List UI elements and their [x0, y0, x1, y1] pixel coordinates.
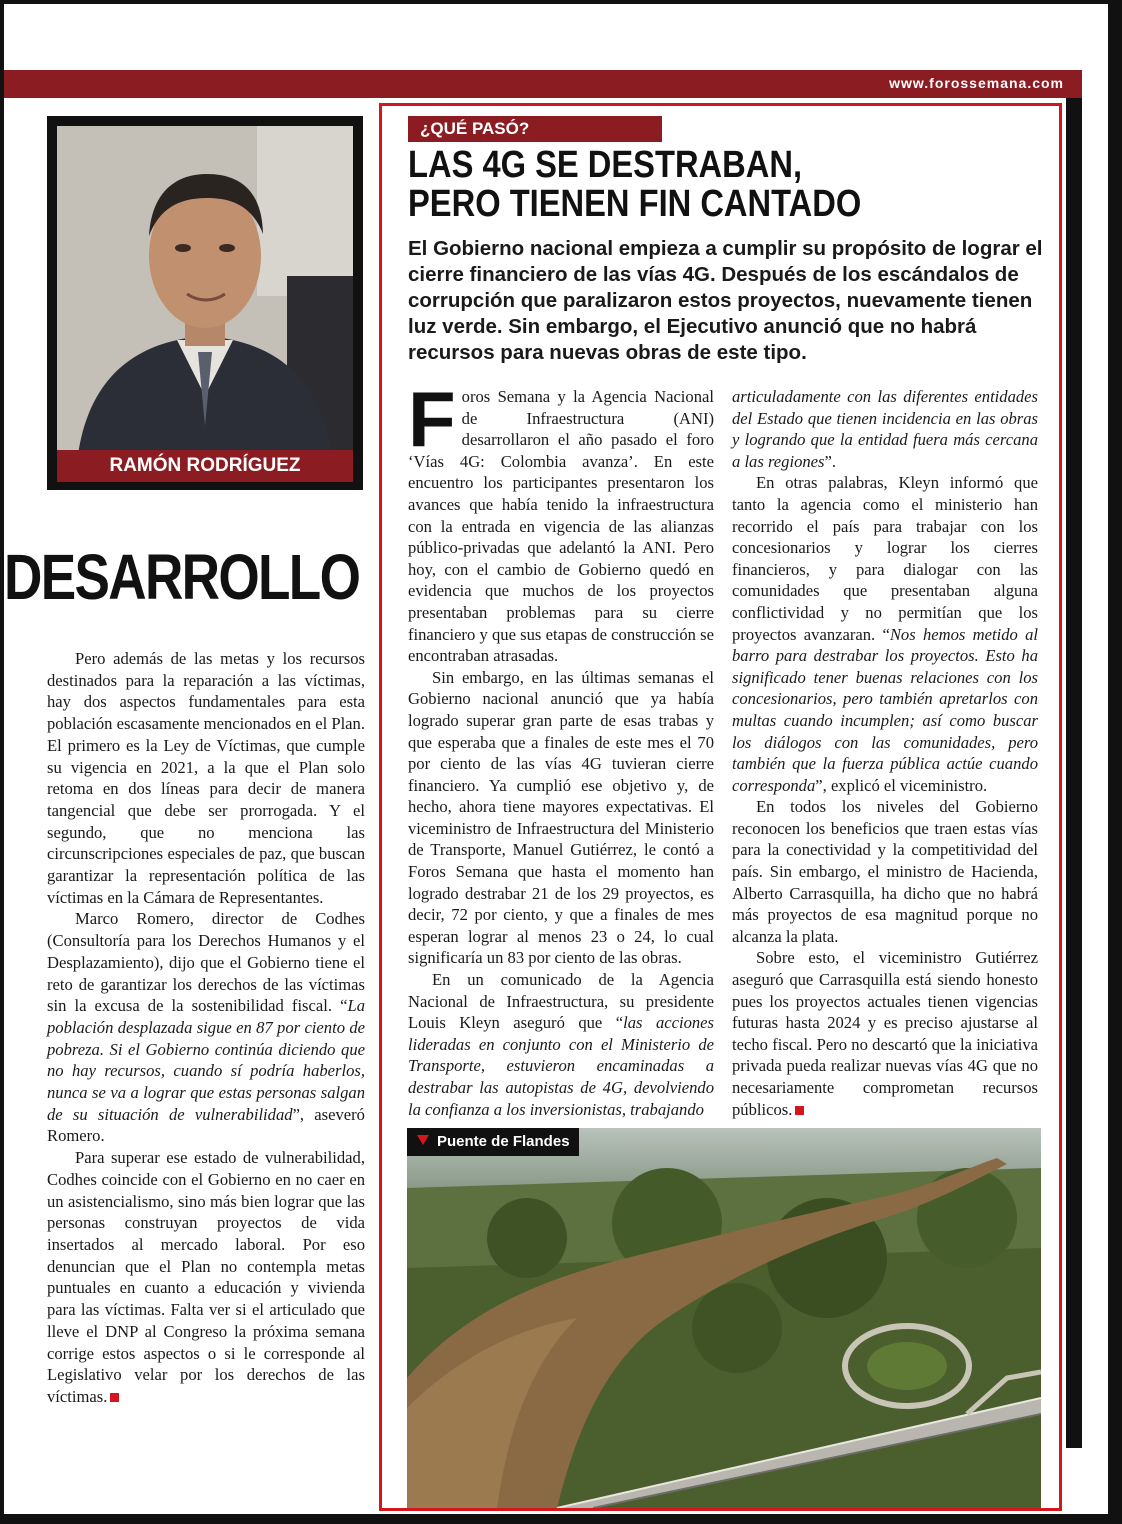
page-frame-left: [0, 0, 4, 1524]
article-kicker: ¿QUÉ PASÓ?: [408, 116, 662, 142]
paragraph: Para superar ese estado de vulnerabilidad, Codhes coincide con el Gobierno en no caer en un asistencialismo, sino más bien lograr que las personas construyan proyectos de vida insertados al mercado laboral. Por eso denuncian que el Plan no contempla metas puntuales en cuanto a educación y vivienda para las víctimas. Falta ver si el articulado que lleve el DNP al Congreso la próxima semana corrige estos aspectos o si le corresponde al Legislativo velar por los derechos de las víctimas.: [47, 1148, 365, 1406]
paragraph: En otras palabras, Kleyn informó que tanto la agencia como el ministerio han recorrido el país para trabajar con los concesionarios y lograr los cierres financieros, y para dialogar con las comunidades que presentaban alguna conflictividad y no permitían que los proyectos avanzaran. “Nos hemos metido al barro para destrabar los proyectos. Esto ha significado tener buenas relaciones con los concesionarios, pero también apretarlos con multas cuando incumplen; así como buscar los diálogos con las comunidades, pero también que la fuerza pública actúe cuando corresponda”, explicó el viceministro.: [732, 473, 1038, 795]
paragraph: articuladamente con las diferentes entidades del Estado que tienen incidencia en las obras y logrando que la entidad fuera más cercana a las regiones”.: [732, 387, 1038, 471]
page-edge-shadow: [1066, 96, 1082, 1448]
article-column-2: [732, 386, 1038, 1120]
page-frame-right: [1108, 0, 1122, 1524]
article-headline: LAS 4G SE DESTRABAN, PERO TIENEN FIN CANTADO: [408, 144, 862, 225]
end-mark-icon: [110, 1393, 119, 1402]
portrait-frame: [47, 116, 363, 490]
paragraph: Sobre esto, el viceministro Gutiérrez aseguró que Carrasquilla está siendo honesto pues los proyectos actuales tienen vigencias futuras hasta 2024 y es preciso ajustarse al techo fiscal. Pero no descartó que la iniciativa privada pueda realizar nuevas vías 4G que no necesariamente comprometan recursos públicos.: [732, 948, 1038, 1119]
portrait-name-band: RAMÓN RODRÍGUEZ: [57, 450, 353, 482]
paragraph: En un comunicado de la Agencia Nacional de Infraestructura, su presidente Louis Kleyn aseguró que “las acciones lideradas en conjunto con el Ministerio de Transporte, estuvieron encaminadas a destrabar las autopistas de 4G, devolviendo la confianza a los inversionistas, trabajando: [408, 970, 715, 1119]
section-title: DESARROLLO: [4, 541, 360, 613]
article-column-1: [408, 375, 715, 1120]
paragraph: Marco Romero, director de Codhes (Consultoría para los Derechos Humanos y el Desplazamiento), dijo que el Gobierno tiene el reto de garantizar los derechos de las víctimas sin la excusa de la sostenibilidad fiscal. “La población desplazada sigue en 87 por ciento de pobreza. Si el Gobierno continúa diciendo que no hay recursos, cuando sí podría haberlos, nunca se va a lograr que estas personas salgan de su situación de vulnerabilidad”, aseveró Romero.: [47, 909, 365, 1146]
paragraph: Pero además de las metas y los recursos destinados para la reparación a las víctimas, hay dos aspectos fundamentales para esta población escasamente mencionados en el Plan. El primero es la Ley de Víctimas, que cumple su vigencia en 2021, a la que el Plan solo retoma en dos líneas para decir de manera tangencial que debe ser prorrogada. Y el segundo, que no menciona las circunscripciones especiales de paz, que buscan garantizar la representación política de las víctimas en la Cámara de Representantes.: [47, 649, 365, 907]
top-banner: [4, 70, 1082, 98]
end-mark-icon: [795, 1106, 804, 1115]
photo-caption: Puente de Flandes: [407, 1128, 579, 1156]
bridge-photo: [407, 1128, 1041, 1508]
triangle-down-icon: [417, 1135, 429, 1145]
drop-cap: F: [408, 375, 456, 463]
left-column-text: [47, 648, 365, 1408]
paragraph: Sin embargo, en las últimas semanas el Gobierno nacional anunció que ya había logrado superar gran parte de esas trabas y que esperaba que a finales de este mes el 70 por ciento de las vías 4G tuvieran cierre financiero. Ya cumplió ese objetivo y, de hecho, ahora tiene mayores expectativas. El viceministro de Infraestructura del Ministerio de Transporte, Manuel Gutiérrez, le contó a Foros Semana que hasta el momento han logrado destrabar 21 de los 29 proyectos, es decir, 72 por ciento, y que a finales de mes esperan lograr al menos 23 o 24, lo cual significaría un 83 por ciento de las obras.: [408, 667, 714, 968]
site-url[interactable]: www.forossemana.com: [889, 75, 1064, 91]
article-deck: El Gobierno nacional empieza a cumplir su propósito de lograr el cierre financiero de las vías 4G. Después de los escándalos de corrupción que paralizaron estos proyectos, nuevamente tienen luz verde. Sin embargo, el Ejecutivo anunció que no habrá recursos para nuevas obras de este tipo.: [408, 237, 1043, 364]
portrait-photo: [57, 126, 353, 462]
paragraph: En todos los niveles del Gobierno reconocen los beneficios que traen estas vías para la conectividad y la competitividad del país. Sin embargo, el ministro de Hacienda, Alberto Carrasquilla, ha dicho que no habrá más proyectos de esa magnitud porque no alcanza la plata.: [732, 797, 1038, 946]
page-frame-bottom: [0, 1514, 1122, 1524]
paragraph: Foros Semana y la Agencia Nacional de Infraestructura (ANI) desarrollaron el año pasado el foro ‘Vías 4G: Colombia avanza’. En este encuentro los participantes presentaron los avances que había tenido la infraestructura con la entrada en vigencia de las alianzas público-privadas que adelantó la ANI. Pero hoy, con el cambio de Gobierno quedó en evidencia que muchos de los proyectos presentaban problemas para su cierre financiero y que sus etapas de construcción se encontraban atrasadas.: [408, 375, 714, 666]
page-frame-top: [0, 0, 1122, 4]
